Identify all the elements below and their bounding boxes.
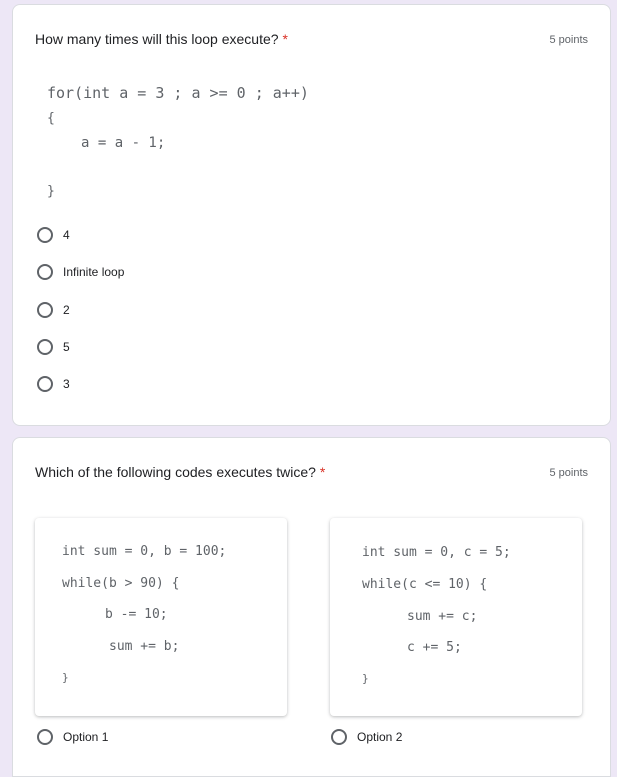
question-card-1: [12, 4, 611, 426]
radio-circle-icon[interactable]: [37, 376, 53, 392]
code-line: }: [47, 184, 55, 199]
code-line: int sum = 0, c = 5;: [362, 545, 511, 560]
option-2-choice[interactable]: [331, 727, 402, 747]
required-asterisk: *: [319, 464, 326, 480]
code-line: while(c <= 10) {: [362, 577, 488, 592]
radio-circle-icon[interactable]: [331, 729, 347, 745]
option-1[interactable]: [37, 727, 108, 747]
option-2[interactable]: [37, 300, 70, 320]
required-asterisk: *: [282, 31, 288, 47]
option-label: Option 2: [357, 730, 403, 744]
option-label: 3: [63, 377, 70, 391]
option-label: 4: [63, 228, 70, 242]
radio-circle-icon[interactable]: [37, 729, 53, 745]
radio-circle-icon[interactable]: [37, 302, 53, 318]
option-label: 2: [63, 303, 70, 317]
code-line: a = a - 1;: [81, 135, 166, 151]
option-1-code-image: [35, 518, 287, 716]
code-line: while(b > 90) {: [62, 576, 180, 591]
radio-circle-icon[interactable]: [37, 339, 53, 355]
code-line: c += 5;: [407, 640, 462, 655]
code-line: for(int a = 3 ; a >= 0 ; a++): [47, 84, 309, 102]
question-title: [35, 31, 288, 47]
option-label: Option 1: [63, 730, 109, 744]
code-line: int sum = 0, b = 100;: [62, 544, 227, 559]
code-line: }: [62, 671, 69, 684]
option-label: Infinite loop: [63, 265, 125, 279]
points-label: 5 points: [549, 467, 588, 479]
code-line: sum += b;: [109, 639, 180, 654]
question-text: How many times will this loop execute?: [35, 31, 279, 47]
points-label: 5 points: [549, 34, 588, 46]
radio-circle-icon[interactable]: [37, 264, 53, 280]
question-title: [35, 464, 325, 480]
code-line: sum += c;: [407, 609, 478, 624]
option-infinite-loop[interactable]: [37, 262, 124, 282]
option-5[interactable]: [37, 337, 70, 357]
option-2-code-image: [330, 518, 582, 716]
option-3[interactable]: [37, 374, 70, 394]
question-text: Which of the following codes executes twice?: [35, 464, 316, 480]
option-label: 5: [63, 340, 70, 354]
code-line: }: [362, 672, 369, 685]
code-line: {: [47, 111, 55, 126]
question-card-2: [12, 437, 611, 777]
radio-circle-icon[interactable]: [37, 227, 53, 243]
code-line: b -= 10;: [105, 607, 168, 622]
option-4[interactable]: [37, 225, 70, 245]
